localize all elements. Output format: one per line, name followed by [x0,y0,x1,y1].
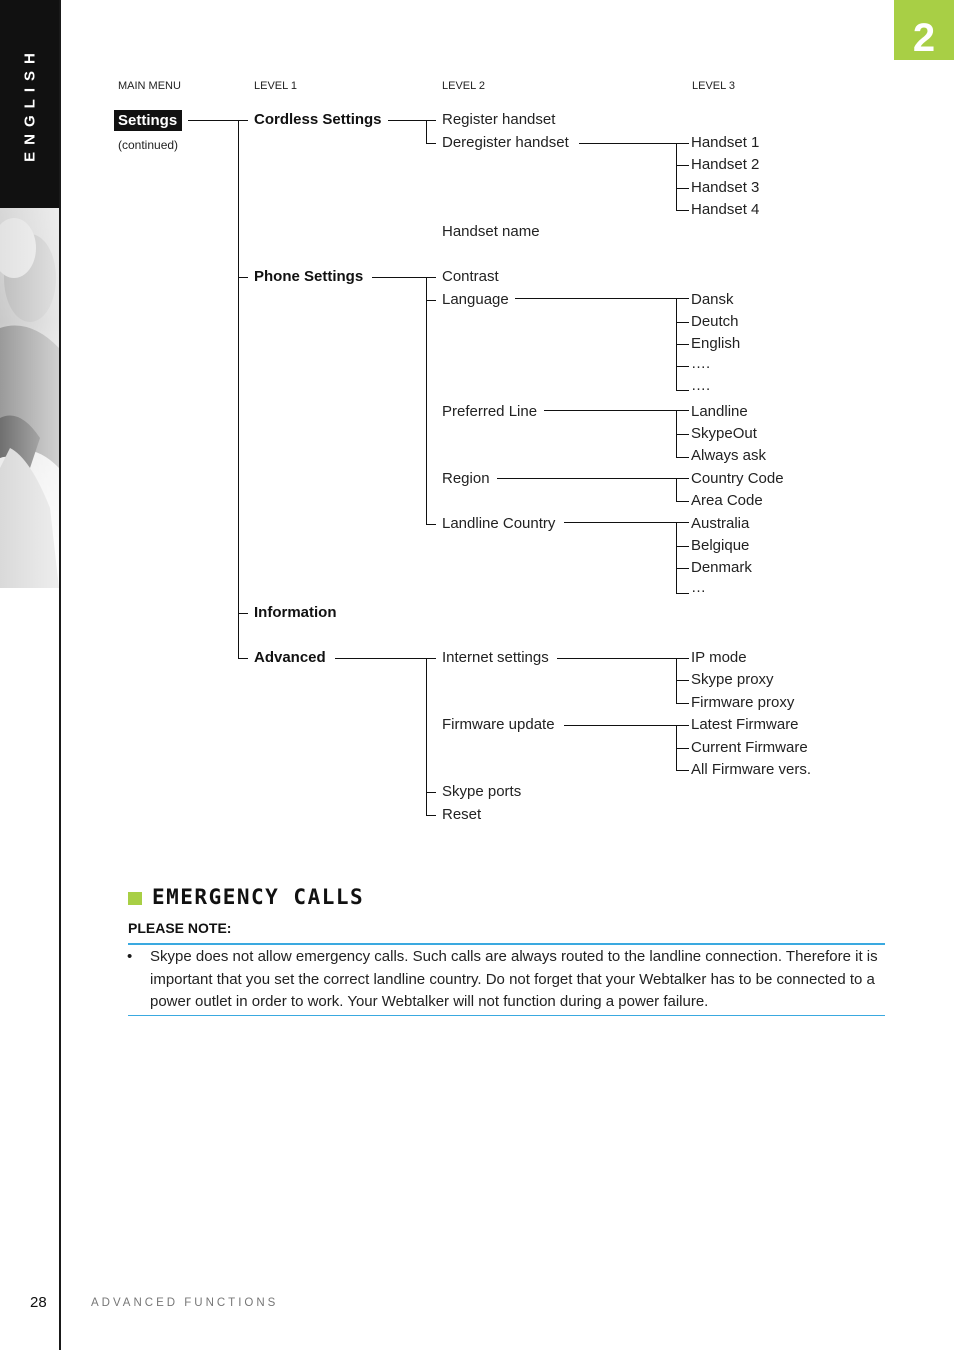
l3-belgique: Belgique [691,537,750,554]
l3-lang-more-1: …. [691,355,711,372]
sidebar-photo [0,208,59,588]
l3-lang-more-2: …. [691,377,711,394]
l3-landline: Landline [691,403,748,420]
section-bullet-icon [128,892,142,905]
l1-cordless-settings: Cordless Settings [254,111,382,128]
l3-landline-more: … [691,579,706,596]
l3-handset-4: Handset 4 [691,201,760,218]
l3-handset-1: Handset 1 [691,134,760,151]
l3-lang-deutch: Deutch [691,313,739,330]
header-main-menu: MAIN MENU [118,80,181,92]
note-text: Skype does not allow emergency calls. Such calls are always routed to the landline connection. Therefore it is important that you set the correct landline country. Do not forget that your Webtalker has to be connected to a power outlet in order to work. Your Webtalker will not function during a power failure. [150,948,878,1010]
l3-always-ask: Always ask [691,447,767,464]
note-rule-top [128,943,885,945]
l3-handset-2: Handset 2 [691,156,760,173]
note-label: PLEASE NOTE: [128,920,232,936]
l2-contrast: Contrast [442,268,499,285]
l1-phone-settings: Phone Settings [254,268,364,285]
l1-information: Information [254,604,337,621]
l3-australia: Australia [691,515,750,532]
l3-handset-3: Handset 3 [691,179,760,196]
sidebar-rule [59,0,61,1350]
l2-internet-settings: Internet settings [442,649,549,666]
l3-lang-dansk: Dansk [691,291,734,308]
language-label: ENGLISH [21,46,39,162]
l2-handset-name: Handset name [442,223,540,240]
header-level-3: LEVEL 3 [692,80,736,92]
note-bullet: • [127,948,133,965]
l2-landline-country: Landline Country [442,515,556,532]
sidebar-photo-fade [0,208,59,588]
chapter-badge: 2 [894,0,954,60]
l3-current-firmware: Current Firmware [691,739,808,756]
l3-all-firmware: All Firmware vers. [691,761,812,778]
l2-firmware-update: Firmware update [442,716,555,733]
l3-country-code: Country Code [691,470,784,487]
note-rule-bottom [128,1015,885,1016]
l3-area-code: Area Code [691,492,763,509]
l3-latest-firmware: Latest Firmware [691,716,799,733]
section-title: EMERGENCY CALLS [152,885,365,909]
header-level-2: LEVEL 2 [442,80,486,92]
l3-denmark: Denmark [691,559,752,576]
main-menu-settings: Settings [114,110,182,131]
continued-note: (continued) [118,138,179,152]
l2-region: Region [442,470,490,487]
l3-lang-english: English [691,335,741,352]
l2-skype-ports: Skype ports [442,783,522,800]
l2-deregister-handset: Deregister handset [442,134,569,151]
l2-reset: Reset [442,806,482,823]
l3-firmware-proxy: Firmware proxy [691,694,795,711]
page-number: 28 [30,1294,47,1311]
l2-register-handset: Register handset [442,111,556,128]
header-level-1: LEVEL 1 [254,80,298,92]
l3-ip-mode: IP mode [691,649,747,666]
footer-section-label: ADVANCED FUNCTIONS [91,1297,279,1309]
l3-skypeout: SkypeOut [691,425,757,442]
l2-preferred-line: Preferred Line [442,403,538,420]
l3-skype-proxy: Skype proxy [691,671,774,688]
l2-language: Language [442,291,509,308]
l1-advanced: Advanced [254,649,326,666]
